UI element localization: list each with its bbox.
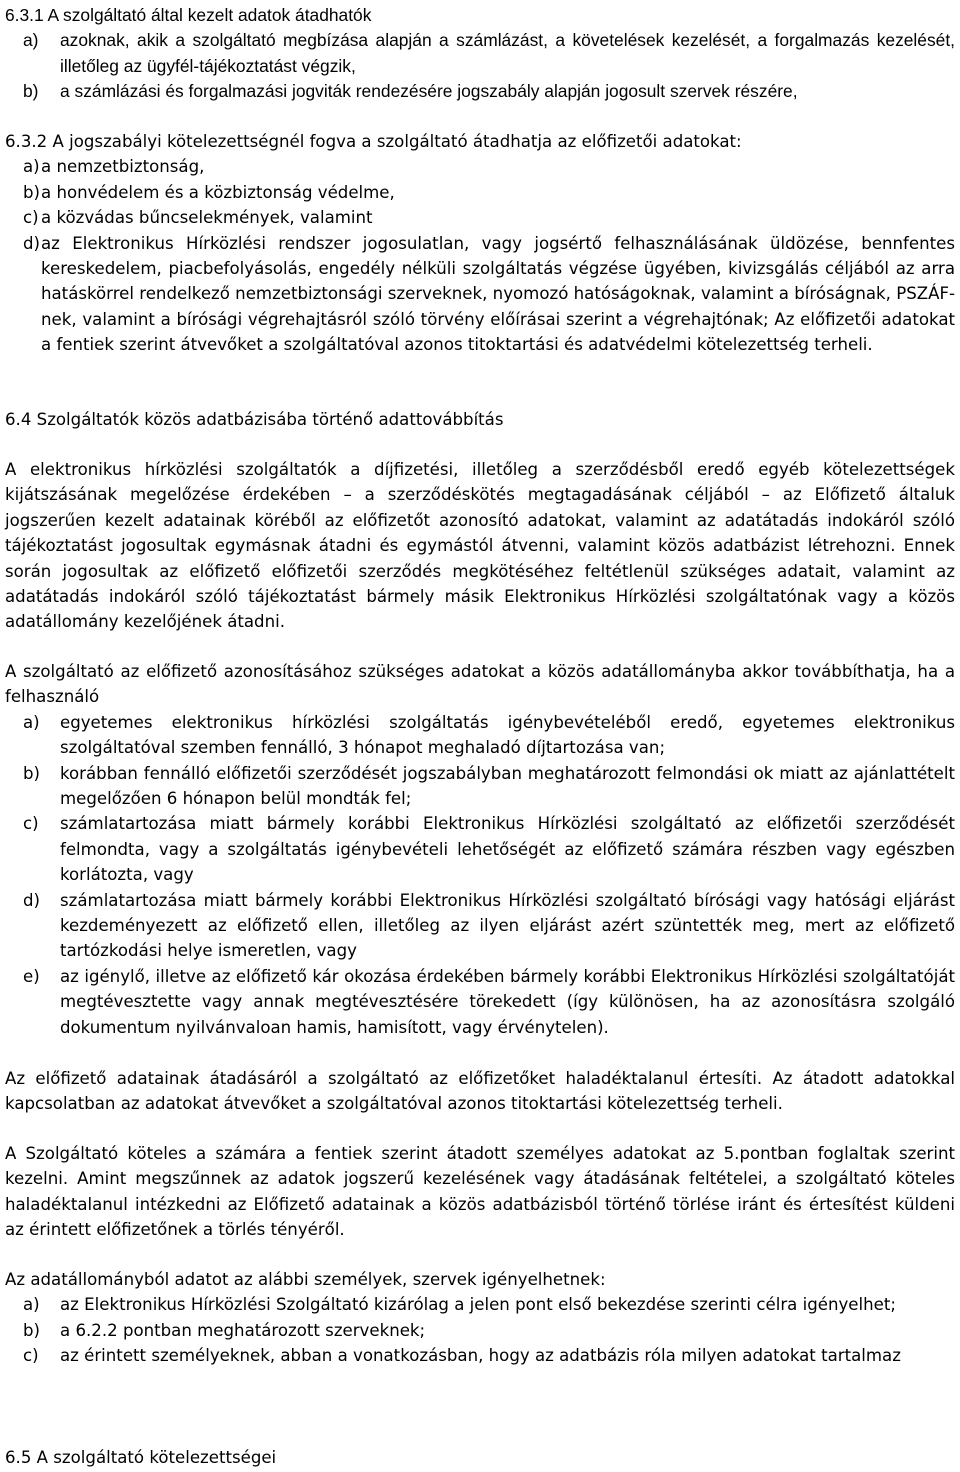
list-item [5,1292,955,1317]
paragraph: Az adatállományból adatot az alábbi személyek, szervek igényelhetnek: [5,1270,606,1289]
list-item-text: korábban fennálló előfizetői szerződését jogszabályban meghatározott felmondási ok miatt az ajánlattételt megelőzően 6 hónapon belül mondták fel; [60,763,955,809]
paragraph: A szolgáltató az előfizető azonosításához szükséges adatokat a közös adatállományba akkor továbbíthatja, ha a felhasználó [5,662,955,707]
list-item [5,79,955,104]
list-item-text: az Elektronikus Hírközlési rendszer jogosulatlan, vagy jogsértő felhasználásának üldözése, bennfentes kereskedelem, piacbefolyásolás, engedély nélküli szolgáltatás végzése ügyében, kivizsgálás céljából az arra hatáskörrel rendelkező nemzetbiztonsági szerveknek, nyomozó hatóságoknak, valamint a bíróságnak, PSZÁF-nek, valamint a bírósági végrehajtásról szóló törvény előírásai szerint a végrehajtónak; Az előfizetői adatokat a fentiek szerint átvevőket a szolgáltatóval azonos titoktartási és adatvédelmi kötelezettség terheli. [41,233,955,355]
list-item-label: a) [23,1295,40,1315]
section-heading: 6.3.1 A szolgáltató által kezelt adatok átadhatók [5,5,372,25]
list-item-text: a számlázási és forgalmazási jogviták rendezésére jogszabály alapján jogosult szervek részére, [60,81,798,102]
paragraph-with-list [5,659,955,1040]
list-item [5,28,955,79]
list-item-text: a nemzetbiztonság, [41,157,205,177]
list-item [5,964,955,1040]
list-item [5,205,955,230]
section-heading: 6.5 A szolgáltató kötelezettségei [5,1448,277,1467]
list-item-text: számlatartozása miatt bármely korábbi Elektronikus Hírközlési szolgáltató az előfizetői szerződését felmondta, vagy a szolgáltatás igénybevételi lehetőségét az előfizető számára részben vagy egészben korlátozta, vagy [60,814,955,885]
paragraph-with-list [5,1267,955,1369]
list-item-label: b) [23,182,41,202]
list-item-label: c) [23,208,39,228]
list-item-text: számlatartozása miatt bármely korábbi Elektronikus Hírközlési szolgáltató bírósági vagy hatósági eljárást kezdeményezett az előfizető ellen, illetőleg az ilyen eljárást azért szüntették meg, mert az előfizető tartózkodási helye ismeretlen, vagy [60,890,955,961]
section-6-3-2 [5,129,955,358]
list-item [5,1343,955,1368]
list-item-label: d) [23,233,41,253]
list-item [5,761,955,812]
section-heading: 6.4 Szolgáltatók közös adatbázisába történő adattovábbítás [5,410,504,429]
list-item [5,231,955,358]
list-item-text: az Elektronikus Hírközlési Szolgáltató kizárólag a jelen pont első bekezdése szerinti célra igényelhet; [60,1295,896,1315]
list-item-text: a közvádas bűncselekmények, valamint [41,208,373,228]
paragraph: A elektronikus hírközlési szolgáltatók a díjfizetési, illetőleg a szerződésből eredő egyéb kötelezettségek kijátszásának megelőzése érdekében – a szerződéskötés megtagadásának céljából – az Előfizető általuk jogszerűen kezelt adatainak köréből az előfizetőt azonosító adatokat, valamint az adatátadás indokáról szóló tájékoztatást jogosultak egymásnak átadni és egymástól átvenni, valamint közös adatbázist létrehozni. Ennek során jogosultak az előfizető előfizetői szerződés megkötéséhez feltétlenül szükséges adatait, valamint az adatátadás indokáról szóló tájékoztatást bármely másik Elektronikus Hírközlési szolgáltatónak vagy a közös adatállomány kezelőjének átadni. [5,460,955,632]
list-item-label: a) [23,157,40,177]
list-item [5,811,955,887]
list-item-label: c) [23,1346,39,1366]
list-item-text: az érintett személyeknek, abban a vonatkozásban, hogy az adatbázis róla milyen adatokat tartalmaz [60,1346,901,1366]
list-item-label: b) [23,1320,41,1340]
list-item-label: a) [23,712,40,732]
list-item [5,710,955,761]
section-6-3-1 [5,3,955,105]
list-item-label: b) [23,763,41,783]
list-item-text: egyetemes elektronikus hírközlési szolgáltatás igénybevételéből eredő, egyetemes elektronikus szolgáltatóval szemben fennálló, 3 hónapot meghaladó díjtartozása van; [60,712,955,758]
paragraph: Az előfizető adatainak átadásáról a szolgáltató az előfizetőket haladéktalanul értesíti. Az átadott adatokkal kapcsolatban az adatokat átvevőket a szolgáltatóval azonos titoktartási kötelezettség terheli. [5,1069,955,1114]
list-item-label: e) [23,966,40,986]
list-item [5,1318,955,1343]
list-item-text: azoknak, akik a szolgáltató megbízása alapján a számlázást, a követelések kezelését, a forgalmazás kezelését, illetőleg az ügyfél-tájékoztatást végzik, [60,30,955,76]
list-item-label: c) [23,814,39,834]
list-item-text: a 6.2.2 pontban meghatározott szerveknek; [60,1320,426,1340]
list-item [5,180,955,205]
list-item [5,154,955,179]
list-item-text: a honvédelem és a közbiztonság védelme, [41,182,395,202]
list-item-label: a) [23,30,39,51]
section-heading: 6.3.2 A jogszabályi kötelezettségnél fogva a szolgáltató átadhatja az előfizetői adatokat: [5,132,742,151]
list-item-label: b) [23,81,39,102]
list-item [5,888,955,964]
list-item-text: az igénylő, illetve az előfizető kár okozása érdekében bármely korábbi Elektronikus Hírközlési szolgáltatóját megtévesztette vagy annak megtévesztésére törekedett (így különösen, ha az azonosításra szolgáló dokumentum nyilvánvaloan hamis, hamisított, vagy érvénytelen). [60,966,955,1037]
paragraph: A Szolgáltató köteles a számára a fentiek szerint átadott személyes adatokat az 5.pontban foglaltak szerint kezelni. Amint megszűnnek az adatok jogszerű kezelésének vagy átadásának feltételei, a szolgáltató köteles haladéktalanul intézkedni az Előfizető adatainak a közös adatbázisból történő törlése iránt és értesítést küldeni az érintett előfizetőnek a törlés tényéről. [5,1144,955,1240]
list-item-label: d) [23,890,41,910]
